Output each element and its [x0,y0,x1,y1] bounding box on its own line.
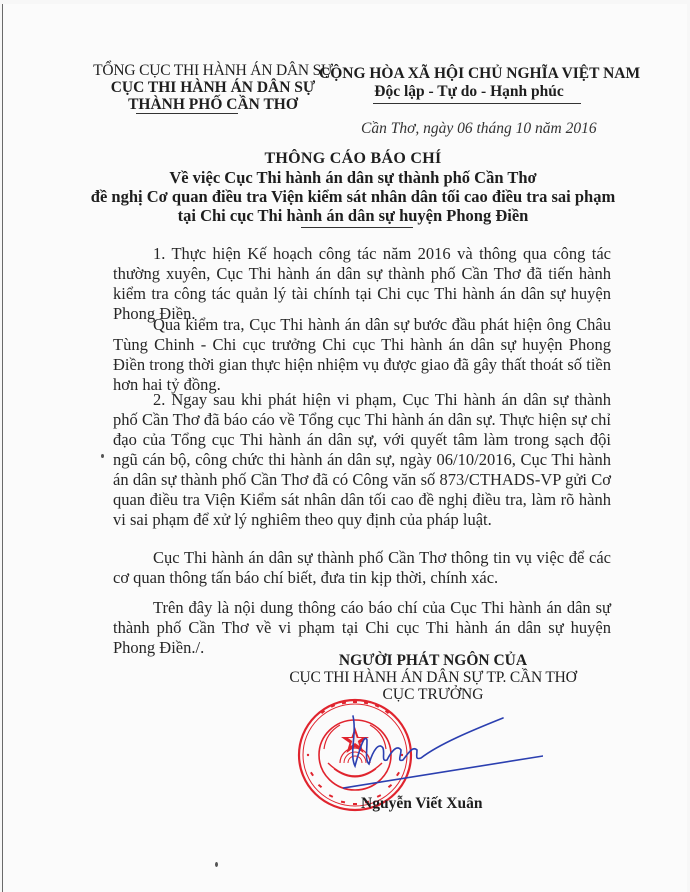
motto: Độc lập - Tự do - Hạnh phúc [374,83,564,100]
title-subtitle-1: Về việc Cục Thi hành án dân sự thành phố Cần Thơ [169,168,537,187]
body-paragraph-3: 2. Ngay sau khi phát hiện vi phạm, Cục Thi hành án dân sự thành phố Cần Thơ đã báo cáo về Tổng cục Thi hành án dân sự. Thực hiện sự chỉ đạo của Tổng cục Thi hành án dân sự, với quyết tâm làm trong sạch đội ngũ cán bộ, công chức thi hành án dân sự, ngày 06/10/2016, Cục Thi hành án dân sự thành phố Cần Thơ đã có Công văn số 873/CTHADS-VP gửi Cơ quan điều tra Viện Kiểm sát nhân dân tối cao đề nghị điều tra, làm rõ hành vi sai phạm để xử lý nghiêm theo quy định của pháp luật. [113,390,611,529]
signer-name: Nguyễn Viết Xuân [361,795,483,812]
document-page [2,4,687,892]
spokesperson-agency: CỤC THI HÀNH ÁN DÂN SỰ TP. CẦN THƠ [289,669,577,686]
spokesperson-label: NGƯỜI PHÁT NGÔN CỦA [338,652,528,669]
national-motto-header [319,65,641,101]
signer-position: CỤC TRƯỞNG [382,686,484,703]
scan-speck [215,862,218,867]
signature-title-block [243,652,623,703]
body-paragraph-4: Cục Thi hành án dân sự thành phố Cần Thơ thông tin vụ việc để các cơ quan thông tấn báo chí biết, đưa tin kịp thời, chính xác. [113,548,611,587]
title-heading: THÔNG CÁO BÁO CHÍ [264,150,442,167]
document-title [43,149,663,225]
title-subtitle-2: đề nghị Cơ quan điều tra Viện kiểm sát nhân dân tối cao điều tra sai phạm [90,187,616,206]
country-name: CỘNG HÒA XÃ HỘI CHỦ NGHĨA VIỆT NAM [319,65,641,82]
body-paragraph-2: Qua kiểm tra, Cục Thi hành án dân sự bước đầu phát hiện ông Châu Tùng Chinh - Chi cục trưởng Chi cục Thi hành án dân sự huyện Phong Điền trong thời gian thực hiện nhiệm vụ được giao đã gây thất thoát số tiền hơn hai tỷ đồng. [113,315,611,394]
handwritten-signature-icon [343,704,543,804]
scan-speck [101,454,104,458]
issuing-agency-header [63,62,363,113]
parent-agency: TỔNG CỤC THI HÀNH ÁN DÂN SỰ [93,62,333,79]
body-paragraph-1: 1. Thực hiện Kế hoạch công tác năm 2016 và thông qua công tác thường xuyên, Cục Thi hành án dân sự thành phố Cần Thơ đã tiến hành kiểm tra công tác quản lý tài chính tại Chi cục Thi hành án dân sự huyện Phong Điền. [113,244,611,323]
motto-underline [373,103,581,104]
title-underline [301,227,413,228]
body-paragraph-5: Trên đây là nội dung thông cáo báo chí của Cục Thi hành án dân sự thành phố Cần Thơ về vi phạm tại Chi cục Thi hành án dân sự huyện Phong Điền./. [113,598,611,657]
agency-name: CỤC THI HÀNH ÁN DÂN SỰ [110,79,316,96]
agency-city: THÀNH PHỐ CẦN THƠ [128,96,298,113]
agency-underline [136,113,238,114]
title-subtitle-3: tại Chi cục Thi hành án dân sự huyện Phong Điền [177,206,529,225]
date-line: Cần Thơ, ngày 06 tháng 10 năm 2016 [361,120,597,137]
